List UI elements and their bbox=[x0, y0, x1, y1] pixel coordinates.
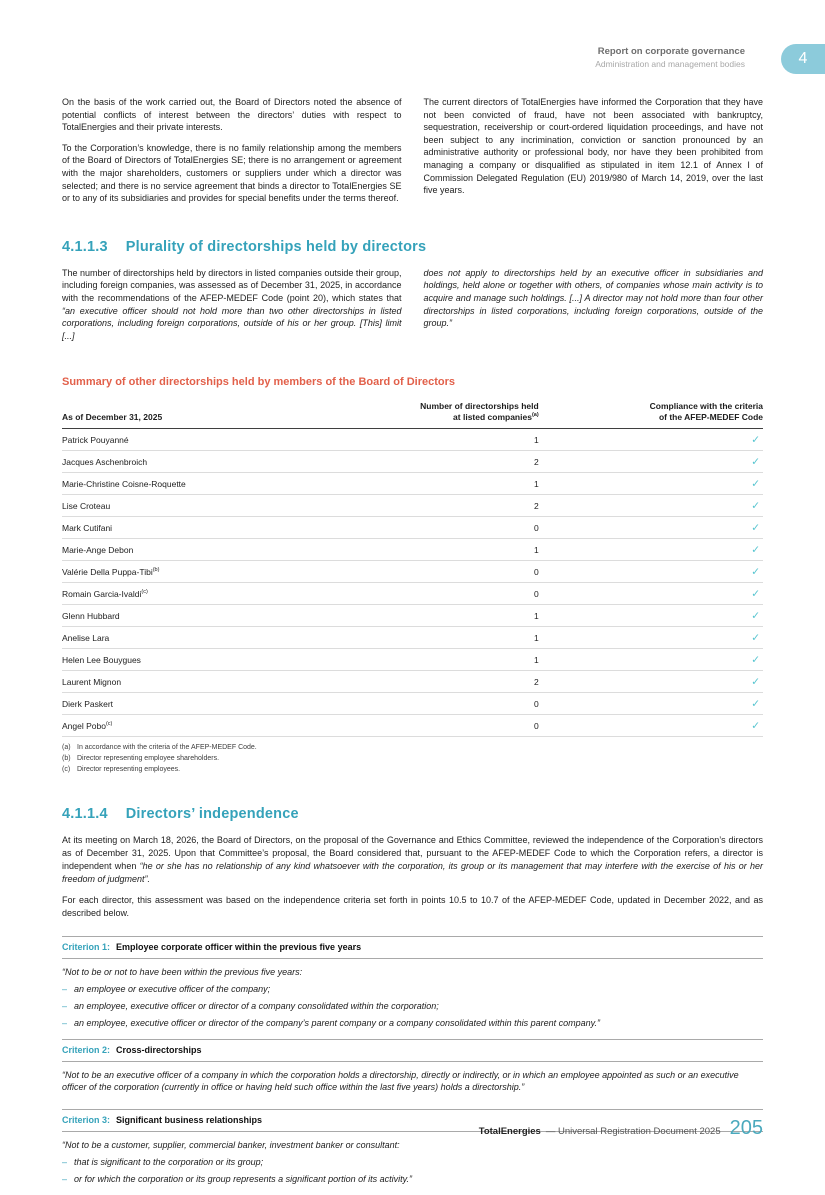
check-icon: ✓ bbox=[751, 631, 760, 644]
criterion-title: Cross-directorships bbox=[116, 1045, 202, 1056]
footer-brand: TotalEnergies bbox=[478, 1126, 541, 1137]
check-icon: ✓ bbox=[751, 609, 760, 622]
paragraph: The current directors of TotalEnergies have informed the Corporation that they have not been convicted of fraud, have not been associated with bankruptcy, sequestration, receivership or court-ordered liquidation proceedings, and have not been subject to any incrimination, conviction or sanction pronounced by an administrative authority or professional body, nor have they been prohibited from managing a company or disqualified as stipulated in item 12.1 of Annex I of Commission Delegated Regulation (EU) 2019/980 of March 14, 2019, over the last five years. bbox=[423, 97, 763, 196]
table-row: Laurent Mignon 2 ✓ bbox=[62, 671, 763, 693]
s3-left-column bbox=[62, 267, 402, 351]
intro-left-column bbox=[62, 96, 402, 213]
section-number: 4.1.1.4 bbox=[62, 805, 108, 822]
criterion-2 bbox=[62, 1039, 763, 1109]
dash-bullet: – bbox=[62, 1173, 68, 1184]
dash-bullet: – bbox=[62, 984, 68, 995]
table-row: Valérie Della Puppa-Tibi$^{(b)}$ 0 ✓ bbox=[62, 561, 763, 583]
page-content bbox=[62, 96, 763, 1195]
criterion-label: Criterion 2: bbox=[62, 1045, 111, 1056]
section-4113-columns bbox=[62, 267, 763, 351]
table-footnotes bbox=[62, 743, 763, 776]
criterion-intro: “Not to be or not to have been within the previous five years: bbox=[62, 966, 303, 977]
text-run: At its meeting on March 18, 2026, the Board of Directors, on the proposal of the Governance and Ethics Committee, reviewed the independence of the Corporation’s directors as of December 31, 2025. Upon that Committee’s proposal, the Board considered that, pursuant to the AFEP-MEDEF Code to which the Corporation refers, a director is independent when bbox=[62, 834, 763, 872]
table-row: Romain Garcia-Ivaldi$^{(c)}$ 0 ✓ bbox=[62, 583, 763, 605]
list-item: – an employee, executive officer or director of a company consolidated within the corporation; bbox=[62, 1001, 439, 1011]
paragraph bbox=[62, 267, 402, 343]
table-heading: Summary of other directorships held by members of the Board of Directors bbox=[62, 376, 456, 389]
independence-criteria bbox=[62, 936, 763, 1195]
check-icon: ✓ bbox=[751, 719, 760, 732]
paragraph bbox=[62, 834, 763, 886]
criterion-title: Employee corporate officer within the previous five years bbox=[116, 942, 362, 953]
footnote: (b) Director representing employee shareholders. bbox=[62, 755, 220, 763]
section-number: 4.1.1.3 bbox=[62, 238, 108, 255]
table-row: Jacques Aschenbroich 2 ✓ bbox=[62, 451, 763, 473]
table-row: Glenn Hubbard 1 ✓ bbox=[62, 605, 763, 627]
column-header-count: Number of directorships held at listed companies$^{(a)}$ bbox=[391, 401, 538, 429]
check-icon: ✓ bbox=[751, 587, 760, 600]
list-item: – or for which the corporation or its group represents a significant portion of its activity.” bbox=[62, 1173, 413, 1184]
table-row: Dierk Paskert 0 ✓ bbox=[62, 693, 763, 715]
directorships-table bbox=[62, 401, 763, 737]
table-row: Patrick Pouyanné 1 ✓ bbox=[62, 429, 763, 451]
text-run: The number of directorships held by directors in listed companies outside their group, including foreign companies, was assessed as of December 31, 2025, in accordance with the recommendations of the AFEP-MEDEF Code (point 20), which states that bbox=[62, 267, 402, 303]
list-item: – an employee, executive officer or director of the company’s parent company or a company consolidated within this parent company.” bbox=[62, 1017, 600, 1028]
check-icon: ✓ bbox=[751, 697, 760, 710]
s3-right-column bbox=[424, 267, 764, 351]
quote-paragraph: does not apply to directorships held by an executive officer in subsidiaries and holdings, held alone or together with others, of companies whose main activity is to acquire and manage such holdings. [...] A director may not hold more than four other directorships in listed corporations, including foreign corporations, outside of the group.” bbox=[423, 267, 763, 329]
dash-bullet: – bbox=[62, 1001, 68, 1011]
table-row: Anelise Lara 1 ✓ bbox=[62, 627, 763, 649]
footer-doc-title: — Universal Registration Document 2025 bbox=[545, 1126, 721, 1137]
section-heading-4114 bbox=[62, 806, 763, 822]
quote-run: “he or she has no relationship of any kind whatsoever with the corporation, its group or its management that may interfere with the exercise of his or her freedom of judgment”. bbox=[62, 861, 763, 885]
section-title: Plurality of directorships held by directors bbox=[125, 238, 427, 255]
check-icon: ✓ bbox=[751, 477, 760, 490]
check-icon: ✓ bbox=[751, 499, 760, 512]
criterion-label: Criterion 1: bbox=[62, 942, 111, 953]
check-icon: ✓ bbox=[751, 565, 760, 578]
column-header-compliance: Compliance with the criteria of the AFEP-MEDEF Code bbox=[539, 401, 763, 429]
footnote: (c) Director representing employees. bbox=[62, 766, 181, 774]
criterion-intro: “Not to be an executive officer of a company in which the corporation holds a directorship, directly or indirectly, or in which an employee appointed as such or an executive officer of the corporation (currently in office or having held such office within the last five years) holds a directorship.” bbox=[62, 1069, 739, 1093]
check-icon: ✓ bbox=[751, 433, 760, 446]
check-icon: ✓ bbox=[751, 543, 760, 556]
table-row: Marie-Christine Coisne-Roquette 1 ✓ bbox=[62, 473, 763, 495]
dash-bullet: – bbox=[62, 1017, 68, 1028]
intro-right-column bbox=[424, 96, 764, 213]
check-icon: ✓ bbox=[751, 455, 760, 468]
page-footer bbox=[479, 1117, 763, 1140]
dash-bullet: – bbox=[62, 1157, 68, 1168]
criterion-intro: “Not to be a customer, supplier, commercial banker, investment banker or consultant: bbox=[62, 1139, 400, 1150]
criterion-1 bbox=[62, 936, 763, 1039]
list-item: – that is significant to the corporation or its group; bbox=[62, 1157, 264, 1168]
table-row: Marie-Ange Debon 1 ✓ bbox=[62, 539, 763, 561]
footnote: (a) In accordance with the criteria of the AFEP-MEDEF Code. bbox=[62, 744, 257, 752]
chapter-number-badge: 4 bbox=[781, 44, 825, 74]
header-title: Report on corporate governance bbox=[597, 46, 745, 57]
check-icon: ✓ bbox=[751, 675, 760, 688]
intro-columns bbox=[62, 96, 763, 213]
criterion-title: Significant business relationships bbox=[116, 1114, 263, 1125]
column-header-date: As of December 31, 2025 bbox=[62, 401, 391, 429]
table-row: Mark Cutifani 0 ✓ bbox=[62, 517, 763, 539]
s4-paragraphs bbox=[62, 834, 763, 920]
criterion-label: Criterion 3: bbox=[62, 1114, 111, 1125]
table-header-row bbox=[62, 401, 763, 429]
section-heading-4113 bbox=[62, 239, 763, 255]
paragraph: To the Corporation’s knowledge, there is no family relationship among the members of the Board of Directors of TotalEnergies SE; there is no arrangement or agreement with the major shareholders, customers or suppliers under which a director was selected; and there is no service agreement that binds a director to TotalEnergies SE or to any of its subsidiaries and provides for special benefits under the terms thereof. bbox=[62, 142, 402, 204]
table-row: Lise Croteau 2 ✓ bbox=[62, 495, 763, 517]
page-header bbox=[595, 46, 745, 70]
list-item: – an employee or executive officer of the company; bbox=[62, 984, 271, 995]
table-row: Angel Pobo$^{(c)}$ 0 ✓ bbox=[62, 715, 763, 737]
section-title: Directors’ independence bbox=[125, 805, 299, 822]
header-subtitle: Administration and management bodies bbox=[595, 58, 745, 69]
check-icon: ✓ bbox=[751, 521, 760, 534]
footer-page-number: 205 bbox=[729, 1117, 763, 1139]
check-icon: ✓ bbox=[751, 653, 760, 666]
paragraph: For each director, this assessment was based on the independence criteria set forth in points 10.5 to 10.7 of the AFEP-MEDEF Code, updated in December 2022, and as described below. bbox=[62, 895, 763, 919]
paragraph: On the basis of the work carried out, the Board of Directors noted the absence of potential conflicts of interest between the directors’ duties with respect to TotalEnergies and their private interests. bbox=[62, 97, 402, 133]
quote-run: “an executive officer should not hold more than two other directorships in listed corporations, including foreign corporations, outside of his or her group. [This] limit [...] bbox=[62, 305, 402, 341]
table-row: Helen Lee Bouygues 1 ✓ bbox=[62, 649, 763, 671]
